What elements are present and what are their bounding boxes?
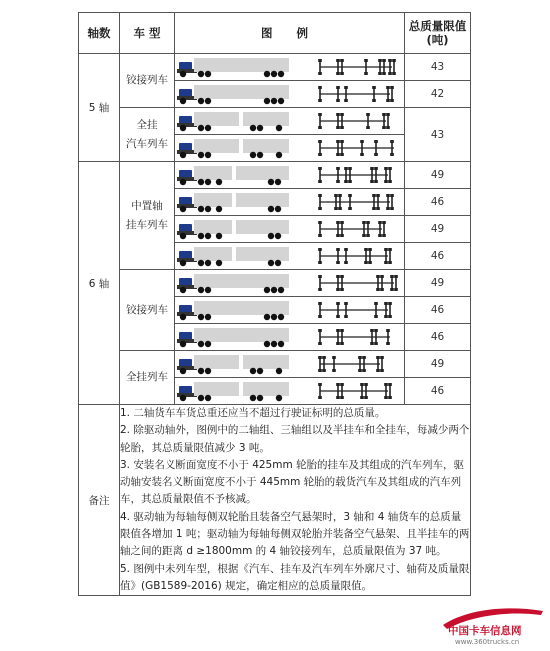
note-item-2: 2. 除驱动轴外，图例中的二轴组、三轴组以及半挂车和全挂车，每减少两个轮胎，其总质量限值减少 3 吨。 (120, 424, 470, 454)
header-figure: 图 例 (175, 13, 405, 54)
table-header-row (79, 13, 471, 54)
truck-silhouette-icon (175, 218, 293, 240)
vehicle-type-label: 汽车列车 (126, 137, 168, 150)
table-row (79, 108, 471, 135)
truck-mass-limit-table (78, 12, 471, 596)
watermark-name: 中国卡车信息网 (448, 625, 522, 637)
figure-cell (175, 378, 405, 405)
header-type: 车 型 (120, 13, 175, 54)
truck-silhouette-icon (175, 353, 293, 375)
figure-cell (175, 54, 405, 81)
axle-diagram-icon (316, 57, 404, 77)
truck-silhouette-icon (175, 164, 293, 186)
mass-limit-cell: 46 (405, 378, 471, 405)
mass-limit-cell: 42 (405, 81, 471, 108)
figure-cell (175, 324, 405, 351)
axle-diagram-icon (316, 246, 404, 266)
figure-cell (175, 270, 405, 297)
notes-content (120, 405, 471, 596)
axle-diagram-icon (316, 327, 404, 347)
mass-limit-cell: 46 (405, 243, 471, 270)
note-item-4: 4. 驱动轴为每轴每侧双轮胎且装备空气悬架时，3 轴和 4 轴货车的总质量限值各增加 1 吨；驱动轴为每轴每侧双轮胎并装备空气悬架、且半挂车的两轴之间的距离 d ≥1800mm 的 4 轴铰接列车，总质量限值为 37 吨。 (120, 510, 470, 558)
vehicle-type-label: 铰接列车 (126, 303, 168, 316)
vehicle-type-cell (120, 54, 175, 108)
mass-limit-cell: 46 (405, 324, 471, 351)
figure-cell (175, 81, 405, 108)
table-row (79, 162, 471, 189)
axle-diagram-icon (316, 300, 404, 320)
axle-diagram-icon (316, 354, 404, 374)
truck-silhouette-icon (175, 137, 293, 159)
truck-silhouette-icon (175, 110, 293, 132)
note-item-1: 1. 二轴货车车货总重还应当不超过行驶证标明的总质量。 (120, 407, 386, 419)
axle-count-cell: 6 轴 (79, 162, 120, 405)
vehicle-type-cell (120, 270, 175, 351)
figure-cell (175, 162, 405, 189)
mass-limit-cell: 46 (405, 189, 471, 216)
note-item-5: 5. 图例中未列车型，根据《汽车、挂车及汽车列车外廓尺寸、轴荷及质量限值》(GB1589-2016) 规定，确定相应的总质量限值。 (120, 562, 470, 592)
mass-limit-cell: 46 (405, 297, 471, 324)
watermark-url: www.360trucks.cn (455, 638, 520, 646)
axle-diagram-icon (316, 165, 404, 185)
table-row (79, 54, 471, 81)
figure-cell (175, 243, 405, 270)
table-row (79, 270, 471, 297)
vehicle-type-label: 全挂 (136, 118, 158, 131)
truck-silhouette-icon (175, 380, 293, 402)
header-limit-line1: 总质量限值 (408, 19, 467, 33)
axle-diagram-icon (316, 381, 404, 401)
axle-diagram-icon (316, 84, 404, 104)
vehicle-type-label: 铰接列车 (126, 74, 168, 86)
figure-cell (175, 297, 405, 324)
truck-silhouette-icon (175, 83, 293, 105)
axle-diagram-icon (316, 111, 404, 131)
truck-silhouette-icon (175, 245, 293, 267)
header-axles: 轴数 (79, 13, 120, 54)
truck-silhouette-icon (175, 56, 293, 78)
figure-cell (175, 135, 405, 162)
truck-silhouette-icon (175, 299, 293, 321)
vehicle-type-cell (120, 351, 175, 405)
header-limit-line2: (吨) (426, 33, 449, 47)
axle-count-cell: 5 轴 (79, 54, 120, 162)
figure-cell (175, 108, 405, 135)
mass-limit-cell: 49 (405, 216, 471, 243)
vehicle-type-label: 全挂列车 (126, 371, 168, 383)
truck-silhouette-icon (175, 272, 293, 294)
note-item-3: 3. 安装名义断面宽度不小于 425mm 轮胎的挂车及其组成的汽车列车，驱动轴安装名义断面宽度不小于 445mm 轮胎的载货汽车及其组成的汽车列车，其总质量限值不予核减。 (120, 458, 465, 506)
vehicle-type-label: 中置轴 (131, 199, 163, 212)
mass-limit-cell: 43 (405, 108, 471, 162)
mass-limit-cell: 43 (405, 54, 471, 81)
table-row (79, 351, 471, 378)
figure-cell (175, 351, 405, 378)
mass-limit-cell: 49 (405, 162, 471, 189)
header-limit (405, 13, 471, 54)
notes-label: 备注 (79, 405, 120, 596)
axle-diagram-icon (316, 219, 404, 239)
vehicle-type-cell (120, 108, 175, 162)
axle-diagram-icon (316, 138, 404, 158)
notes-row (79, 405, 471, 596)
vehicle-type-label: 挂车列车 (126, 218, 168, 231)
figure-cell (175, 189, 405, 216)
mass-limit-cell: 49 (405, 270, 471, 297)
truck-silhouette-icon (175, 191, 293, 213)
axle-diagram-icon (316, 273, 404, 293)
vehicle-type-cell (120, 162, 175, 270)
truck-silhouette-icon (175, 326, 293, 348)
axle-diagram-icon (316, 192, 404, 212)
figure-cell (175, 216, 405, 243)
mass-limit-cell: 49 (405, 351, 471, 378)
